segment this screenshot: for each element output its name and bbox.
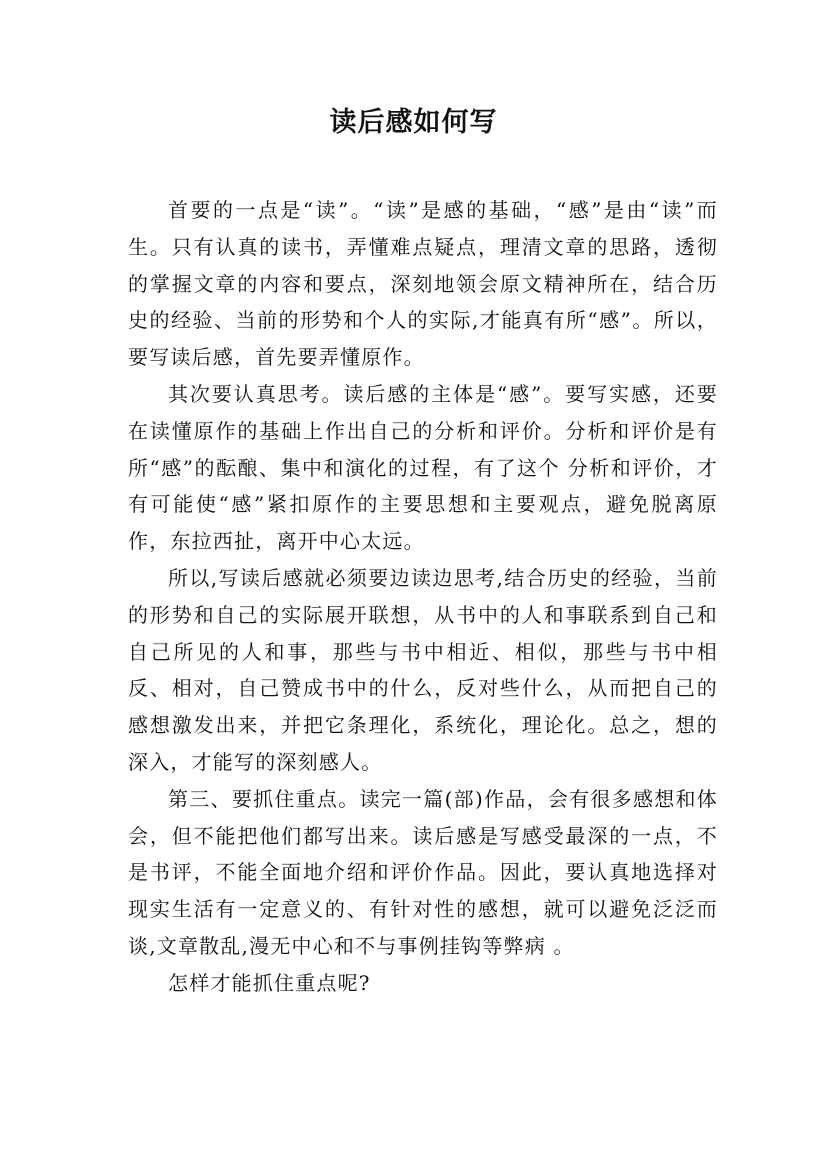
document-title: 读后感如何写 <box>329 107 498 138</box>
paragraph-reading: 首要的一点是“读”。“读”是感的基础，“感”是由“读”而生。只有认真的读书，弄懂难点疑点，理清文章的思路，透彻的掌握文章的内容和要点，深刻地领会原文精神所在，结合历史的经验、当前的形势和个人的实际,才能真有所“感”。所以，要写读后感，首先要弄懂原作。 <box>128 198 718 370</box>
paragraph-association: 所以,写读后感就必须要边读边思考,结合历史的经验，当前的形势和自己的实际展开联想，从书中的人和事联系到自己和自己所见的人和事，那些与书中相近、相似，那些与书中相反、相对，自己赞成书中的什么，反对些什么，从而把自己的感想激发出来，并把它条理化，系统化，理论化。总之，想的深入，才能写的深刻感人。 <box>128 565 718 774</box>
paragraph-thinking: 其次要认真思考。读后感的主体是“感”。要写实感，还要在读懂原作的基础上作出自己的分析和评价。分析和评价是有所“感”的酝酿、集中和演化的过程，有了这个 分析和评价，才有可能使“感”紧扣原作的主要思想和主要观点，避免脱离原作，东拉西扯，离开中心太远。 <box>128 381 718 554</box>
document-body <box>128 192 718 1002</box>
paragraph-question: 怎样才能抓住重点呢? <box>168 970 371 995</box>
paragraph-focus: 第三、要抓住重点。读完一篇(部)作品，会有很多感想和体会，但不能把他们都写出来。读后感是写感受最深的一点，不是书评，不能全面地介绍和评价作品。因此，要认真地选择对现实生活有一定意义的、有针对性的感想，就可以避免泛泛而谈,文章散乱,漫无中心和不与事例挂钩等弊病 。 <box>128 786 718 958</box>
